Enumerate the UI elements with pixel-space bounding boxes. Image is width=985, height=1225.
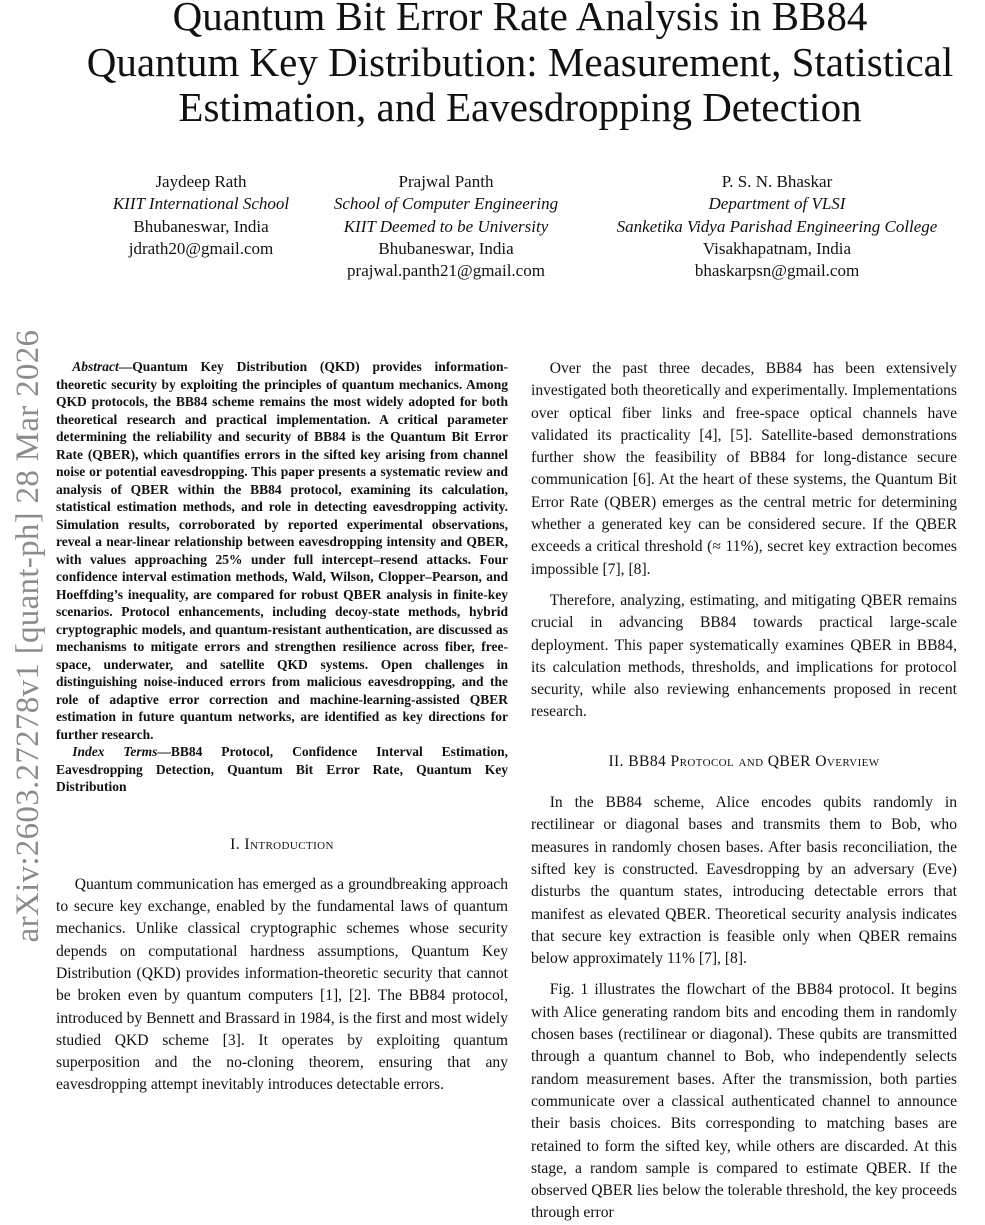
- author-location: Visakhapatnam, India: [702, 238, 852, 258]
- section-heading-introduction: [56, 834, 508, 856]
- author-affiliation-secondary: KIIT Deemed to be University: [343, 216, 549, 236]
- paper-title: [40, 0, 985, 131]
- title-line: Quantum Key Distribution: Measurement, Statistical: [86, 38, 954, 85]
- abstract-label: Abstract: [72, 359, 119, 374]
- author-block: [598, 171, 956, 282]
- paragraph: Fig. 1 illustrates the flowchart of the BB84 protocol. It begins with Alice generating random bits and encoding them in randomly chosen bases (rectilinear or diagonal). These qubits are transmitted through a quantum channel to Bob, who independently selects random measurement bases. After the transmission, both parties communicate over a classical authenticated channel to announce their basis choices. Bits corresponding to matching bases are retained to form the sifted key, while others are discarded. At this stage, a random sample is compared to estimate QBER. If the observed QBER lies below the tolerable threshold, the key proceeds through error: [531, 981, 957, 1222]
- author-location: Bhubaneswar, India: [133, 216, 269, 236]
- author-email: bhaskarpsn@gmail.com: [694, 261, 860, 281]
- paragraph: Over the past three decades, BB84 has been extensively investigated both theoretically and experimentally. Implementations over optical fiber links and free-space optical channels have validated its practicality [4], [5]. Satellite-based demonstrations further show the feasibility of BB84 for long-distance secure communication [6]. At the heart of these systems, the Quantum Bit Error Rate (QBER) emerges as the central metric for determining whether a generated key can be considered secure. If the QBER exceeds a critical threshold (≈ 11%), secret key extraction becomes impossible [7], [8].: [531, 360, 957, 578]
- author-affiliation-secondary: Sanketika Vidya Parishad Engineering College: [616, 216, 938, 236]
- arxiv-identifier: arXiv:2603.27278v1 [quant-ph] 28 Mar 2026: [10, 329, 46, 943]
- section-title: BB84 Protocol and QBER Overview: [628, 752, 880, 770]
- author-affiliation: Department of VLSI: [708, 194, 846, 214]
- author-name: Jaydeep Rath: [155, 172, 247, 191]
- author-email: jdrath20@gmail.com: [128, 238, 274, 258]
- section-title: Introduction: [244, 835, 334, 853]
- author-name: Prajwal Panth: [398, 172, 494, 191]
- right-column: [531, 358, 957, 1225]
- author-location: Bhubaneswar, India: [378, 238, 514, 258]
- author-email: prajwal.panth21@gmail.com: [347, 261, 545, 281]
- author-block: [300, 171, 592, 282]
- abstract-text: —Quantum Key Distribution (QKD) provides information-theoretic security by exploiting the principles of quantum mechanics. Among QKD protocols, the BB84 scheme remains the most widely adopted for both theoretical research and practical implementation. A critical parameter determining the reliability and security of BB84 is the Quantum Bit Error Rate (QBER), which quantifies errors in the sifted key arising from channel noise or potential eavesdropping. This paper presents a systematic review and analysis of QBER within the BB84 protocol, examining its calculation, statistical estimation methods, and role in detecting eavesdropping activity. Simulation results, corroborated by reported experimental observations, reveal a near-linear relationship between eavesdropping intensity and QBER, with values approaching 25% under full intercept–resend attacks. Four confidence interval estimation methods, Wald, Wilson, Clopper–Pearson, and Hoeffding’s inequality, are compared for robust QBER analysis in finite-key scenarios. Protocol enhancements, including decoy-state methods, hybrid cryptographic models, and quantum-resistant authentication, are discussed as mechanisms to mitigate errors and strengthen resilience across fiber, free-space, underwater, and satellite QKD systems. Open challenges in distinguishing noise-induced errors from malicious eavesdropping, and the role of adaptive error correction and machine-learning-assisted QBER estimation in future quantum networks, are identified as key directions for further research.: [56, 359, 508, 742]
- paragraph: Therefore, analyzing, estimating, and mitigating QBER remains crucial in advancing BB84 towards practical large-scale deployment. This paper systematically examines QBER in BB84, its calculation methods, thresholds, and implications for protocol security, while also reviewing enhancements proposed in recent research.: [531, 591, 957, 721]
- paragraph: Quantum communication has emerged as a groundbreaking approach to secure key exchange, enabled by the fundamental laws of quantum mechanics. Unlike classical cryptographic schemes whose security depends on computational hardness assumptions, Quantum Key Distribution (QKD) provides information-theoretic security that cannot be broken even by quantum computers [1], [2]. The BB84 protocol, introduced by Bennett and Brassard in 1984, is the first and most widely studied QKD scheme [3]. It operates by exploiting quantum superposition and the no-cloning theorem, ensuring that any eavesdropping attempt inevitably introduces detectable errors.: [56, 875, 508, 1094]
- left-column: [56, 358, 508, 1097]
- index-terms-label: Index Terms: [72, 744, 158, 759]
- section-number: I.: [230, 835, 241, 853]
- paragraph: In the BB84 scheme, Alice encodes qubits randomly in rectilinear or diagonal bases and transmits them to Bob, who measures in randomly chosen bases. After basis reconciliation, the sifted key is constructed. Eavesdropping by an adversary (Eve) disturbs the quantum states, introducing detectable errors that manifest as elevated QBER. Theoretical security analysis indicates that secure key extraction is feasible only when QBER remains below approximately 11% [7], [8].: [531, 794, 957, 968]
- title-line: Quantum Bit Error Rate Analysis in BB84: [172, 0, 868, 39]
- author-affiliation: KIIT International School: [112, 194, 290, 214]
- abstract: [56, 358, 508, 796]
- title-line: Estimation, and Eavesdropping Detection: [178, 84, 862, 130]
- section-heading-bb84: [531, 751, 957, 773]
- index-terms-text: —BB84 Protocol, Confidence Interval Estimation, Eavesdropping Detection, Quantum Bit Error Rate, Quantum Key Distribution: [56, 744, 509, 794]
- author-affiliation: School of Computer Engineering: [333, 194, 559, 214]
- author-name: P. S. N. Bhaskar: [721, 172, 833, 191]
- section-number: II.: [608, 752, 624, 770]
